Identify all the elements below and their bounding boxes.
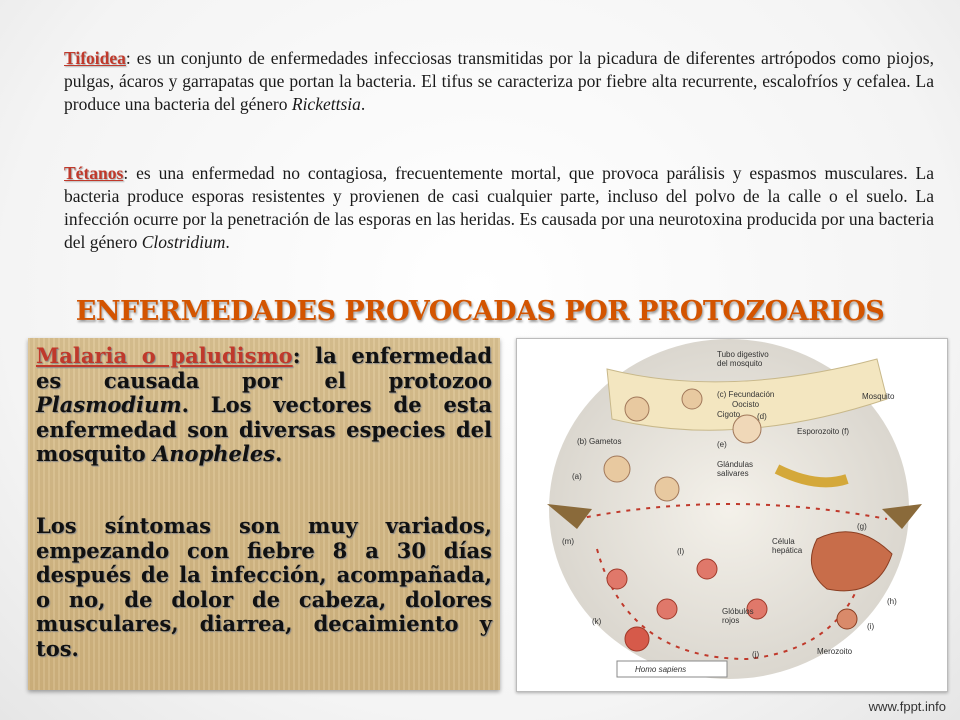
label-homo: Homo sapiens xyxy=(635,665,687,674)
label-a: (a) xyxy=(572,472,582,481)
tetanos-text: : es una enfermedad no contagiosa, frecuentemente mortal, que provoca parálisis y espasmos musculares. La bacteria produce esporas resistentes y provienen de casi cualquier parte, incluso del polvo de la calle o el suelo. La infección ocurre por la penetración de las esporas en las heridas. Es causada por una neurotoxina producida por una bacteria del género xyxy=(64,163,934,252)
label-rojos: rojos xyxy=(722,616,740,625)
lifecycle-illustration xyxy=(517,339,947,691)
tifoidea-end: . xyxy=(360,94,366,114)
red-cell-5 xyxy=(625,627,649,651)
tifoidea-term: Tifoidea xyxy=(64,48,126,68)
label-mosquito: Mosquito xyxy=(862,392,895,401)
label-tubo: Tubo digestivo xyxy=(717,350,769,359)
malaria-panel xyxy=(28,338,500,690)
label-k: (k) xyxy=(592,617,602,626)
label-celula: Célula xyxy=(772,537,795,546)
footer-url: www.fppt.info xyxy=(868,699,946,714)
zygote-cell xyxy=(682,389,702,409)
malaria-lifecycle-diagram xyxy=(516,338,948,692)
label-m: (m) xyxy=(562,537,574,546)
label-h: (h) xyxy=(887,597,897,606)
gamete-cell-2 xyxy=(604,456,630,482)
label-tubo2: del mosquito xyxy=(717,359,763,368)
label-e: (e) xyxy=(717,440,727,449)
label-gametos: (b) Gametos xyxy=(577,437,622,446)
tetanos-genus: Clostridium xyxy=(141,232,226,252)
tifoidea-genus: Rickettsia xyxy=(291,94,361,114)
malaria-paragraph xyxy=(36,344,492,467)
label-l: (l) xyxy=(677,547,685,556)
label-fecundacion: (c) Fecundación xyxy=(717,390,775,399)
red-cell-1 xyxy=(607,569,627,589)
label-oocisto: Oocisto xyxy=(732,400,760,409)
malaria-term: Malaria o paludismo xyxy=(36,343,293,368)
label-cigoto: Cigoto xyxy=(717,410,741,419)
liver-cell xyxy=(837,609,857,629)
malaria-end: . xyxy=(275,441,283,466)
gamete-cell xyxy=(625,397,649,421)
label-i: (i) xyxy=(867,622,875,631)
label-glandulas: Glándulas xyxy=(717,460,754,469)
red-cell-3 xyxy=(697,559,717,579)
label-globulos: Glóbulos xyxy=(722,607,754,616)
malaria-genus1: Plasmodium xyxy=(36,392,182,417)
label-d: (d) xyxy=(757,412,767,421)
label-esporozoito: Esporozoito (f) xyxy=(797,427,850,436)
tetanos-paragraph xyxy=(64,162,934,254)
section-heading: ENFERMEDADES PROVOCADAS POR PROTOZOARIOS xyxy=(75,296,885,327)
label-j: (j) xyxy=(752,650,760,659)
gamete-cell-3 xyxy=(655,477,679,501)
tetanos-end: . xyxy=(225,232,230,252)
tifoidea-paragraph xyxy=(64,47,934,116)
malaria-text2: . Los vectores de esta enfermedad son diversas especies del mosquito xyxy=(36,392,492,466)
tetanos-term: Tétanos xyxy=(64,163,124,183)
label-hepatica: hepática xyxy=(772,546,803,555)
label-merozoito: Merozoito xyxy=(817,647,853,656)
label-g: (g) xyxy=(857,522,867,531)
malaria-symptoms: Los síntomas son muy variados, empezando con fiebre 8 a 30 días después de la infección, acompañada, o no, de dolor de cabeza, dolores musculares, diarrea, decaimiento y tos. xyxy=(36,513,492,661)
malaria-genus2: Anopheles xyxy=(153,441,276,466)
malaria-text1: : la enfermedad es causada por el protozoo xyxy=(36,343,492,393)
label-salivares: salivares xyxy=(717,469,749,478)
red-cell-2 xyxy=(657,599,677,619)
tifoidea-text: : es un conjunto de enfermedades infecciosas transmitidas por la picadura de diferentes artrópodos como piojos, pulgas, ácaros y garrapatas que portan la bacteria. El tifus se caracteriza por fiebre alta recurrente, escalofríos y cefalea. La produce una bacteria del género xyxy=(64,48,934,114)
